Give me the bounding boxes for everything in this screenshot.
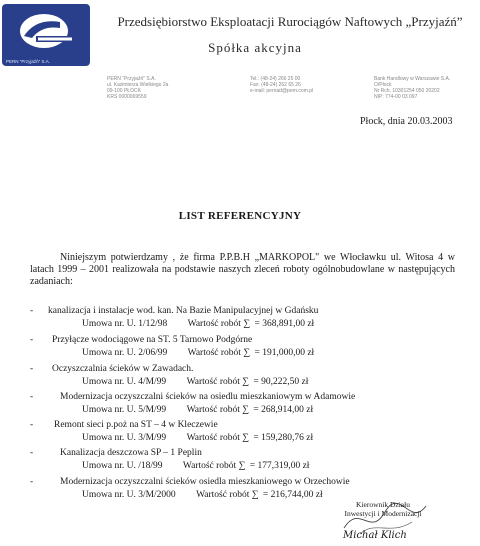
work-title: kanalizacja i instalacje wod. kan. Na Bazie Manipulacyjnej w Gdańsku (48, 306, 319, 316)
work-contract-line (82, 405, 313, 415)
work-title: Modernizacja oczyszczalni ścieków na osiedlu mieszkaniowym w Adamowie (60, 392, 356, 402)
address-line: 09-100 PŁOCK (107, 88, 141, 94)
value-label: Wartość robót (186, 377, 240, 387)
document-title: LIST REFERENCYJNY (178, 210, 302, 222)
sigma-symbol: ∑ (238, 461, 246, 471)
place-date: Płock, dnia 20.03.2003 (360, 116, 453, 127)
currency: zł (302, 461, 310, 471)
work-contract-line (82, 348, 314, 358)
contract-number: U. 1/12/98 (126, 319, 168, 329)
signature-block (328, 500, 438, 518)
sigma-symbol: ∑ (242, 433, 250, 443)
company-logo (2, 4, 90, 66)
amount: = 268,914,00 (253, 405, 304, 415)
amount: = 191,000,00 (254, 348, 305, 358)
contract-number: U. 4/M/99 (126, 377, 167, 387)
work-title: Oczyszczalnia ścieków w Zawadach. (52, 364, 194, 374)
contract-number: U. 2/06/99 (126, 348, 168, 358)
contract-number: U. /18/99 (126, 461, 163, 471)
value-label: Wartość robót (186, 433, 240, 443)
phone-line: Tel.: (48-24) 266 25 00 (250, 76, 301, 82)
signature-name: Michał Klich (343, 530, 407, 541)
amount: = 159,280,76 (253, 433, 304, 443)
address-block (107, 76, 168, 100)
sigma-symbol: ∑ (242, 377, 250, 387)
work-contract-line (82, 319, 314, 329)
work-title: Remont sieci p.poż na ST – 4 w Kleczewie (54, 420, 218, 430)
sigma-symbol: ∑ (243, 319, 251, 329)
contract-label: Umowa nr. (82, 377, 125, 387)
address-line: PERN "Przyjaźń" S.A. (107, 76, 156, 82)
amount: = 177,319,00 (249, 461, 301, 471)
bank-line: Bank Handlowy w Warszawie S.A. (374, 76, 451, 82)
contract-label: Umowa nr. (82, 348, 125, 358)
work-title: Przyłącze wodociągowe na ST. 5 Tarnowo Podgórne (52, 335, 253, 345)
work-title: Modernizacja oczyszczalni ścieków osiedla mieszkaniowego w Orzechowie (60, 477, 350, 487)
contact-block (250, 76, 313, 94)
currency: zł (306, 433, 314, 443)
value-label: Wartość robót (187, 348, 241, 358)
currency: zł (307, 348, 315, 358)
address-line: ul. Kazimierza Wielkiego 2a (107, 82, 169, 88)
sigma-symbol: ∑ (243, 348, 251, 358)
contract-number: U. 3/M/2000 (126, 490, 176, 500)
value-label: Wartość robót (186, 405, 240, 415)
bank-block (374, 76, 450, 100)
signature-role: Kierownik Działu (356, 500, 410, 509)
currency: zł (315, 490, 323, 500)
contract-label: Umowa nr. (82, 461, 125, 471)
company-name: Przedsiębiorstwo Eksploatacji Rurociągów Naftowych „Przyjaźń” (117, 14, 463, 29)
value-label: Wartość robót (187, 319, 241, 329)
work-contract-line (82, 433, 313, 443)
currency: zł (307, 319, 315, 329)
bank-line: NIP: 774-00 03 097 (374, 94, 418, 100)
work-contract-line (82, 377, 308, 387)
amount: = 368,891,00 (254, 319, 305, 329)
signature-department: Inwestycji i Modernizacji (344, 509, 422, 518)
sigma-symbol: ∑ (251, 490, 259, 500)
value-label: Wartość robót (196, 490, 250, 500)
fax-line: Fax: (48-24) 262 65 26 (250, 82, 301, 88)
bank-line: Nr Rch. 10301254 050 20202 (374, 88, 440, 94)
company-subtitle: Spółka akcyjna (208, 40, 302, 55)
amount: = 90,222,50 (253, 377, 300, 387)
contract-number: U. 3/M/99 (126, 433, 167, 443)
sigma-symbol: ∑ (242, 405, 250, 415)
value-label: Wartość robót (182, 461, 237, 471)
work-contract-line (82, 490, 323, 500)
contract-label: Umowa nr. (82, 319, 125, 329)
pern-logo-icon (16, 10, 76, 52)
work-contract-line (82, 461, 309, 471)
intro-paragraph: Niniejszym potwierdzamy , że firma P.P.B.H „MARKOPOL" we Włocławku ul. Witosa 4 w latach 1999 – 2001 realizowała na podstawie naszych zleceń roboty ogólnobudowlane w następujących zadaniach: (30, 252, 455, 287)
bank-line: O/Płock (374, 82, 392, 88)
contract-label: Umowa nr. (82, 490, 125, 500)
amount: = 216,744,00 (262, 490, 314, 500)
email-line: e-mail: pernad@pern.com.pl (250, 88, 314, 94)
contract-number: U. 5/M/99 (126, 405, 167, 415)
contract-label: Umowa nr. (82, 433, 125, 443)
currency: zł (301, 377, 309, 387)
work-title: Kanalizacja deszczowa SP – 1 Peplin (60, 448, 202, 458)
logo-caption: PERN "Przyjaźń" S.A. (6, 59, 50, 64)
contract-label: Umowa nr. (82, 405, 125, 415)
currency: zł (306, 405, 314, 415)
address-line: KRS 0000069559 (107, 94, 147, 100)
